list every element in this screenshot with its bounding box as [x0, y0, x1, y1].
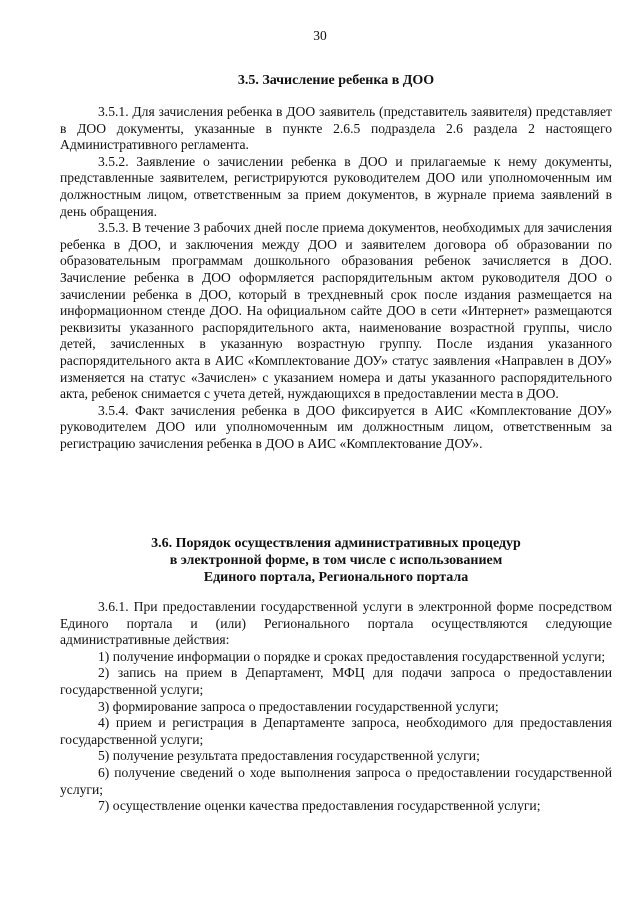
- paragraph-3-5-3: 3.5.3. В течение 3 рабочих дней после приема документов, необходимых для зачисления ребенка в ДОО, и заключения между ДОО и заявителем договора об образовании по образовательным программам дошкольного образования ребенок зачисляется в ДОО. Зачисление ребенка в ДОО оформляется распорядительным актом руководителя ДОО о зачислении ребенка в ДОО, который в трехдневный срок после издания размещается на информационном стенде ДОО. На официальном сайте ДОО в сети «Интернет» размещаются реквизиты указанного распорядительного акта, наименование возрастной группы, число детей, зачисленных в указанную возрастную группу. После издания указанного распорядительного акта в АИС «Комплектование ДОУ» статус заявления «Направлен в ДОУ» изменяется на статус «Зачислен» с указанием номера и даты указанного распорядительного акта, ребенок снимается с учета детей, нуждающихся в предоставлении места в ДОО.: [60, 220, 612, 402]
- section-3-6-title: [60, 535, 612, 586]
- section-3-6-title-line: в электронной форме, в том числе с использованием: [169, 553, 503, 568]
- list-item-2: 2) запись на прием в Департамент, МФЦ для подачи запроса о предоставлении государственной услуги;: [60, 665, 612, 697]
- list-item-7: 7) осуществление оценки качества предоставления государственной услуги;: [98, 798, 541, 814]
- list-item-5: 5) получение результата предоставления государственной услуги;: [98, 748, 480, 764]
- section-3-5-body: [60, 104, 612, 452]
- page-number: 30: [313, 28, 327, 43]
- list-item-3: 3) формирование запроса о предоставлении государственной услуги;: [98, 698, 499, 714]
- list-item-4: 4) прием и регистрация в Департаменте запроса, необходимого для предоставления государственной услуги;: [60, 715, 612, 747]
- section-3-6-body: [60, 599, 612, 815]
- paragraph-3-5-2: 3.5.2. Заявление о зачислении ребенка в ДОО и прилагаемые к нему документы, представленные заявителем, регистрируются руководителем ДОО или уполномоченным им должностным лицом, ответственным за прием документов, в журнале приема заявлений в день обращения.: [60, 153, 612, 219]
- section-3-6-title-line: Единого портала, Регионального портала: [203, 570, 469, 585]
- paragraph-3-5-4: 3.5.4. Факт зачисления ребенка в ДОО фиксируется в АИС «Комплектование ДОУ» руководителем ДОО или уполномоченным им должностным лицом, ответственным за регистрацию зачисления ребенка в ДОО в АИС «Комплектование ДОУ».: [60, 402, 612, 451]
- paragraph-3-6-1: 3.6.1. При предоставлении государственной услуги в электронной форме посредством Единого портала и (или) Регионального портала осуществляются следующие административные действия:: [60, 599, 612, 648]
- section-3-5-title: 3.5. Зачисление ребенка в ДОО: [237, 73, 435, 88]
- paragraph-3-5-1: 3.5.1. Для зачисления ребенка в ДОО заявитель (представитель заявителя) представляет в ДОО документы, указанные в пункте 2.6.5 подраздела 2.6 раздела 2 настоящего Административного регламента.: [60, 104, 612, 153]
- list-item-6: 6) получение сведений о ходе выполнения запроса о предоставлении государственной услуги;: [60, 764, 612, 797]
- section-3-6-title-line: 3.6. Порядок осуществления административных процедур: [151, 536, 521, 551]
- list-item-1: 1) получение информации о порядке и сроках предоставления государственной услуги;: [98, 648, 606, 664]
